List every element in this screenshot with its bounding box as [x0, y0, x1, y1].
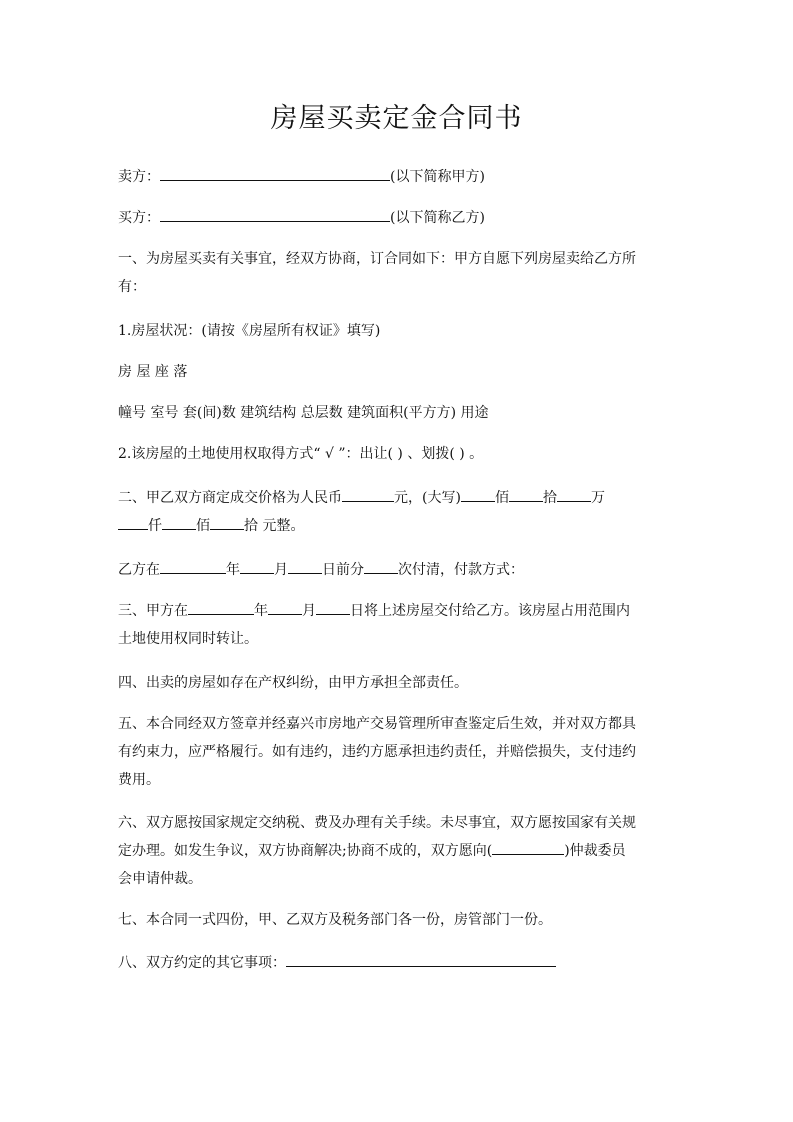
- clause-2-text: 拾: [542, 490, 557, 506]
- clause-3-line-1: [118, 597, 678, 625]
- seller-label: 卖方：: [118, 169, 160, 185]
- clause-6-text: )仲裁委员: [564, 843, 626, 859]
- payment-count-blank[interactable]: [364, 559, 398, 574]
- handover-month-blank[interactable]: [268, 600, 302, 615]
- item-1: 1.房屋状况：(请按《房屋所有权证》填写): [118, 323, 381, 339]
- arbitration-blank[interactable]: [492, 840, 564, 855]
- amount-blank[interactable]: [557, 487, 591, 502]
- price-figures-blank[interactable]: [342, 487, 394, 502]
- clause-2-text: 万: [590, 490, 605, 506]
- payment-day-blank[interactable]: [288, 559, 322, 574]
- clause-6-line-3: 会申请仲裁。: [118, 871, 202, 887]
- item-2: 2.该房屋的土地使用权取得方式“ √ ”：出让( ) 、划拨( ) 。: [118, 446, 484, 462]
- clause-2-line-2: [118, 512, 678, 540]
- handover-day-blank[interactable]: [316, 600, 350, 615]
- clause-3-text: 年: [254, 603, 268, 619]
- house-columns: 幢号 室号 套(间)数 建筑结构 总层数 建筑面积(平方方) 用途: [118, 405, 489, 421]
- payment-text: 次付清，付款方式：: [398, 562, 524, 578]
- amount-blank[interactable]: [118, 515, 148, 530]
- clause-3-text: 月: [302, 603, 316, 619]
- seller-line: [118, 163, 678, 191]
- other-matters-blank[interactable]: [286, 952, 556, 967]
- seller-blank[interactable]: [160, 166, 390, 181]
- seller-suffix: (以下简称甲方): [390, 169, 485, 185]
- clause-6-line-1: 六、双方愿按国家规定交纳税、费及办理有关手续。未尽事宜，双方愿按国家有关规: [118, 815, 636, 831]
- clause-3-text: 三、甲方在: [118, 603, 188, 619]
- clause-6: [118, 809, 678, 893]
- payment-month-blank[interactable]: [240, 559, 274, 574]
- payment-year-blank[interactable]: [160, 559, 226, 574]
- clause-8-text: 八、双方约定的其它事项：: [118, 955, 286, 971]
- clause-1-line-2: 有：: [118, 279, 146, 295]
- clause-2-text: 元，(大写): [394, 490, 461, 506]
- clause-4: 四、出卖的房屋如存在产权纠纷，由甲方承担全部责任。: [118, 675, 468, 691]
- clause-2-line-1: [118, 484, 678, 512]
- clause-2: [118, 484, 678, 540]
- clause-5-line-1: 五、本合同经双方签章并经嘉兴市房地产交易管理所审查鉴定后生效，并对双方都具: [118, 716, 636, 732]
- clause-2-text: 佰: [196, 518, 210, 534]
- clause-5: [118, 710, 678, 794]
- buyer-line: [118, 204, 678, 232]
- payment-text: 月: [274, 562, 288, 578]
- payment-line: [118, 556, 678, 584]
- payment-text: 乙方在: [118, 562, 160, 578]
- clause-6-line-2: [118, 837, 678, 865]
- clause-1-line-1: 一、为房屋买卖有关事宜，经双方协商，订合同如下：甲方自愿下列房屋卖给乙方所: [118, 251, 636, 267]
- amount-blank[interactable]: [210, 515, 244, 530]
- buyer-blank[interactable]: [160, 207, 390, 222]
- amount-blank[interactable]: [509, 487, 543, 502]
- clause-5-line-3: 费用。: [118, 772, 160, 788]
- clause-2-text: 二、甲乙双方商定成交价格为人民币: [118, 490, 342, 506]
- clause-8: [118, 949, 678, 977]
- clause-5-line-2: 有约束力，应严格履行。如有违约，违约方愿承担违约责任，并赔偿损失，支付违约: [118, 744, 636, 760]
- clause-2-text: 拾 元整。: [244, 518, 305, 534]
- payment-text: 日前分: [322, 562, 364, 578]
- clause-2-text: 佰: [494, 490, 509, 506]
- amount-blank[interactable]: [461, 487, 495, 502]
- clause-3: [118, 597, 678, 653]
- payment-text: 年: [226, 562, 240, 578]
- clause-3-line-2: 土地使用权同时转让。: [118, 631, 258, 647]
- clause-6-text: 定办理。如发生争议，双方协商解决;协商不成的，双方愿向(: [118, 843, 493, 859]
- handover-year-blank[interactable]: [188, 600, 254, 615]
- clause-1: [118, 245, 678, 301]
- amount-blank[interactable]: [162, 515, 196, 530]
- buyer-suffix: (以下简称乙方): [390, 210, 485, 226]
- clause-3-text: 日将上述房屋交付给乙方。该房屋占用范围内: [350, 603, 630, 619]
- clause-2-text: 仟: [148, 518, 162, 534]
- buyer-label: 买方：: [118, 210, 160, 226]
- clause-7: 七、本合同一式四份，甲、乙双方及税务部门各一份，房管部门一份。: [118, 912, 552, 928]
- house-location: 房 屋 座 落: [118, 364, 188, 380]
- document-title: 房屋买卖定金合同书: [270, 103, 523, 134]
